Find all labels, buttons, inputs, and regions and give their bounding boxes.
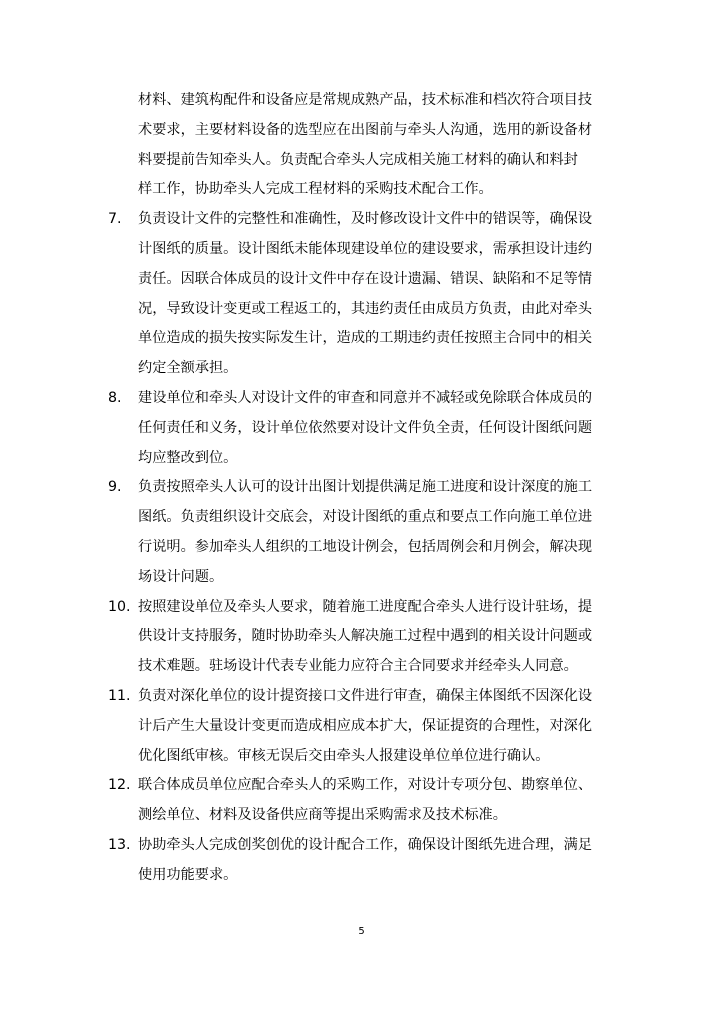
text-line: 况，导致设计变更或工程返工的，其违约责任由成员方负责，由此对牵头: [138, 300, 593, 317]
item-number: 10.: [108, 598, 131, 615]
text-line: 建设单位和牵头人对设计文件的审查和同意并不减轻或免除联合体成员的: [138, 389, 593, 406]
list-item-12: [108, 771, 618, 831]
text-line: 任何责任和义务，设计单位依然要对设计文件负全责，任何设计图纸问题: [138, 419, 593, 436]
text-line: 均应整改到位。: [138, 449, 238, 466]
text-line: 负责按照牵头人认可的设计出图计划提供满足施工进度和设计深度的施工: [138, 479, 593, 496]
text-line: 单位造成的损失按实际发生计，造成的工期违约责任按照主合同中的相关: [138, 330, 593, 347]
text-line: 责任。因联合体成员的设计文件中存在设计遗漏、错误、缺陷和不足等情: [138, 270, 593, 287]
item-number: 7.: [108, 211, 122, 228]
text-line: 术要求，主要材料设备的选型应在出图前与牵头人沟通，选用的新设备材: [138, 121, 593, 138]
list-item-9: [108, 473, 618, 592]
text-line: 图纸。负责组织设计交底会，对设计图纸的重点和要点工作向施工单位进: [138, 509, 593, 526]
intro-lines: [138, 86, 618, 205]
list-item-8: [108, 384, 618, 473]
list-item-13: [108, 831, 618, 891]
item-number: 9.: [108, 479, 122, 496]
text-line: 计后产生大量设计变更而造成相应成本扩大，保证提资的合理性，对深化: [138, 717, 593, 734]
intro-paragraph: [108, 86, 618, 205]
text-line: 测绘单位、材料及设备供应商等提出采购需求及技术标准。: [138, 807, 507, 824]
item-number: 12.: [108, 777, 131, 794]
list-item-7: [108, 205, 618, 384]
item-number: 8.: [108, 389, 122, 406]
text-line: 行说明。参加牵头人组织的工地设计例会，包括周例会和月例会，解决现: [138, 538, 593, 555]
text-line: 供设计支持服务，随时协助牵头人解决施工过程中遇到的相关设计问题或: [138, 628, 593, 645]
list-item-11: [108, 682, 618, 771]
text-line: 技术难题。驻场设计代表专业能力应符合主合同要求并经牵头人同意。: [138, 658, 578, 675]
text-line: 协助牵头人完成创奖创优的设计配合工作，确保设计图纸先进合理，满足: [138, 836, 593, 853]
text-line: 料要提前告知牵头人。负责配合牵头人完成相关施工材料的确认和料封: [138, 151, 578, 168]
item-number: 11.: [108, 687, 131, 704]
document-body: [108, 86, 618, 891]
text-line: 计图纸的质量。设计图纸未能体现建设单位的建设要求，需承担设计违约: [138, 240, 593, 257]
text-line: 负责对深化单位的设计提资接口文件进行审查，确保主体图纸不因深化设: [138, 687, 593, 704]
list-item-10: [108, 593, 618, 682]
text-line: 优化图纸审核。审核无误后交由牵头人报建设单位单位进行确认。: [138, 747, 550, 764]
page-number: 5: [358, 926, 365, 937]
text-line: 按照建设单位及牵头人要求，随着施工进度配合牵头人进行设计驻场，提: [138, 598, 593, 615]
text-line: 联合体成员单位应配合牵头人的采购工作，对设计专项分包、勘察单位、: [138, 777, 593, 794]
text-line: 场设计问题。: [138, 568, 224, 585]
text-line: 样工作，协助牵头人完成工程材料的采购技术配合工作。: [138, 181, 493, 198]
text-line: 材料、建筑构配件和设备应是常规成熟产品，技术标准和档次符合项目技: [138, 92, 593, 108]
text-line: 负责设计文件的完整性和准确性，及时修改设计文件中的错误等，确保设: [138, 211, 593, 228]
text-line: 约定全额承担。: [138, 360, 238, 377]
text-line: 使用功能要求。: [138, 866, 238, 883]
item-number: 13.: [108, 836, 131, 853]
